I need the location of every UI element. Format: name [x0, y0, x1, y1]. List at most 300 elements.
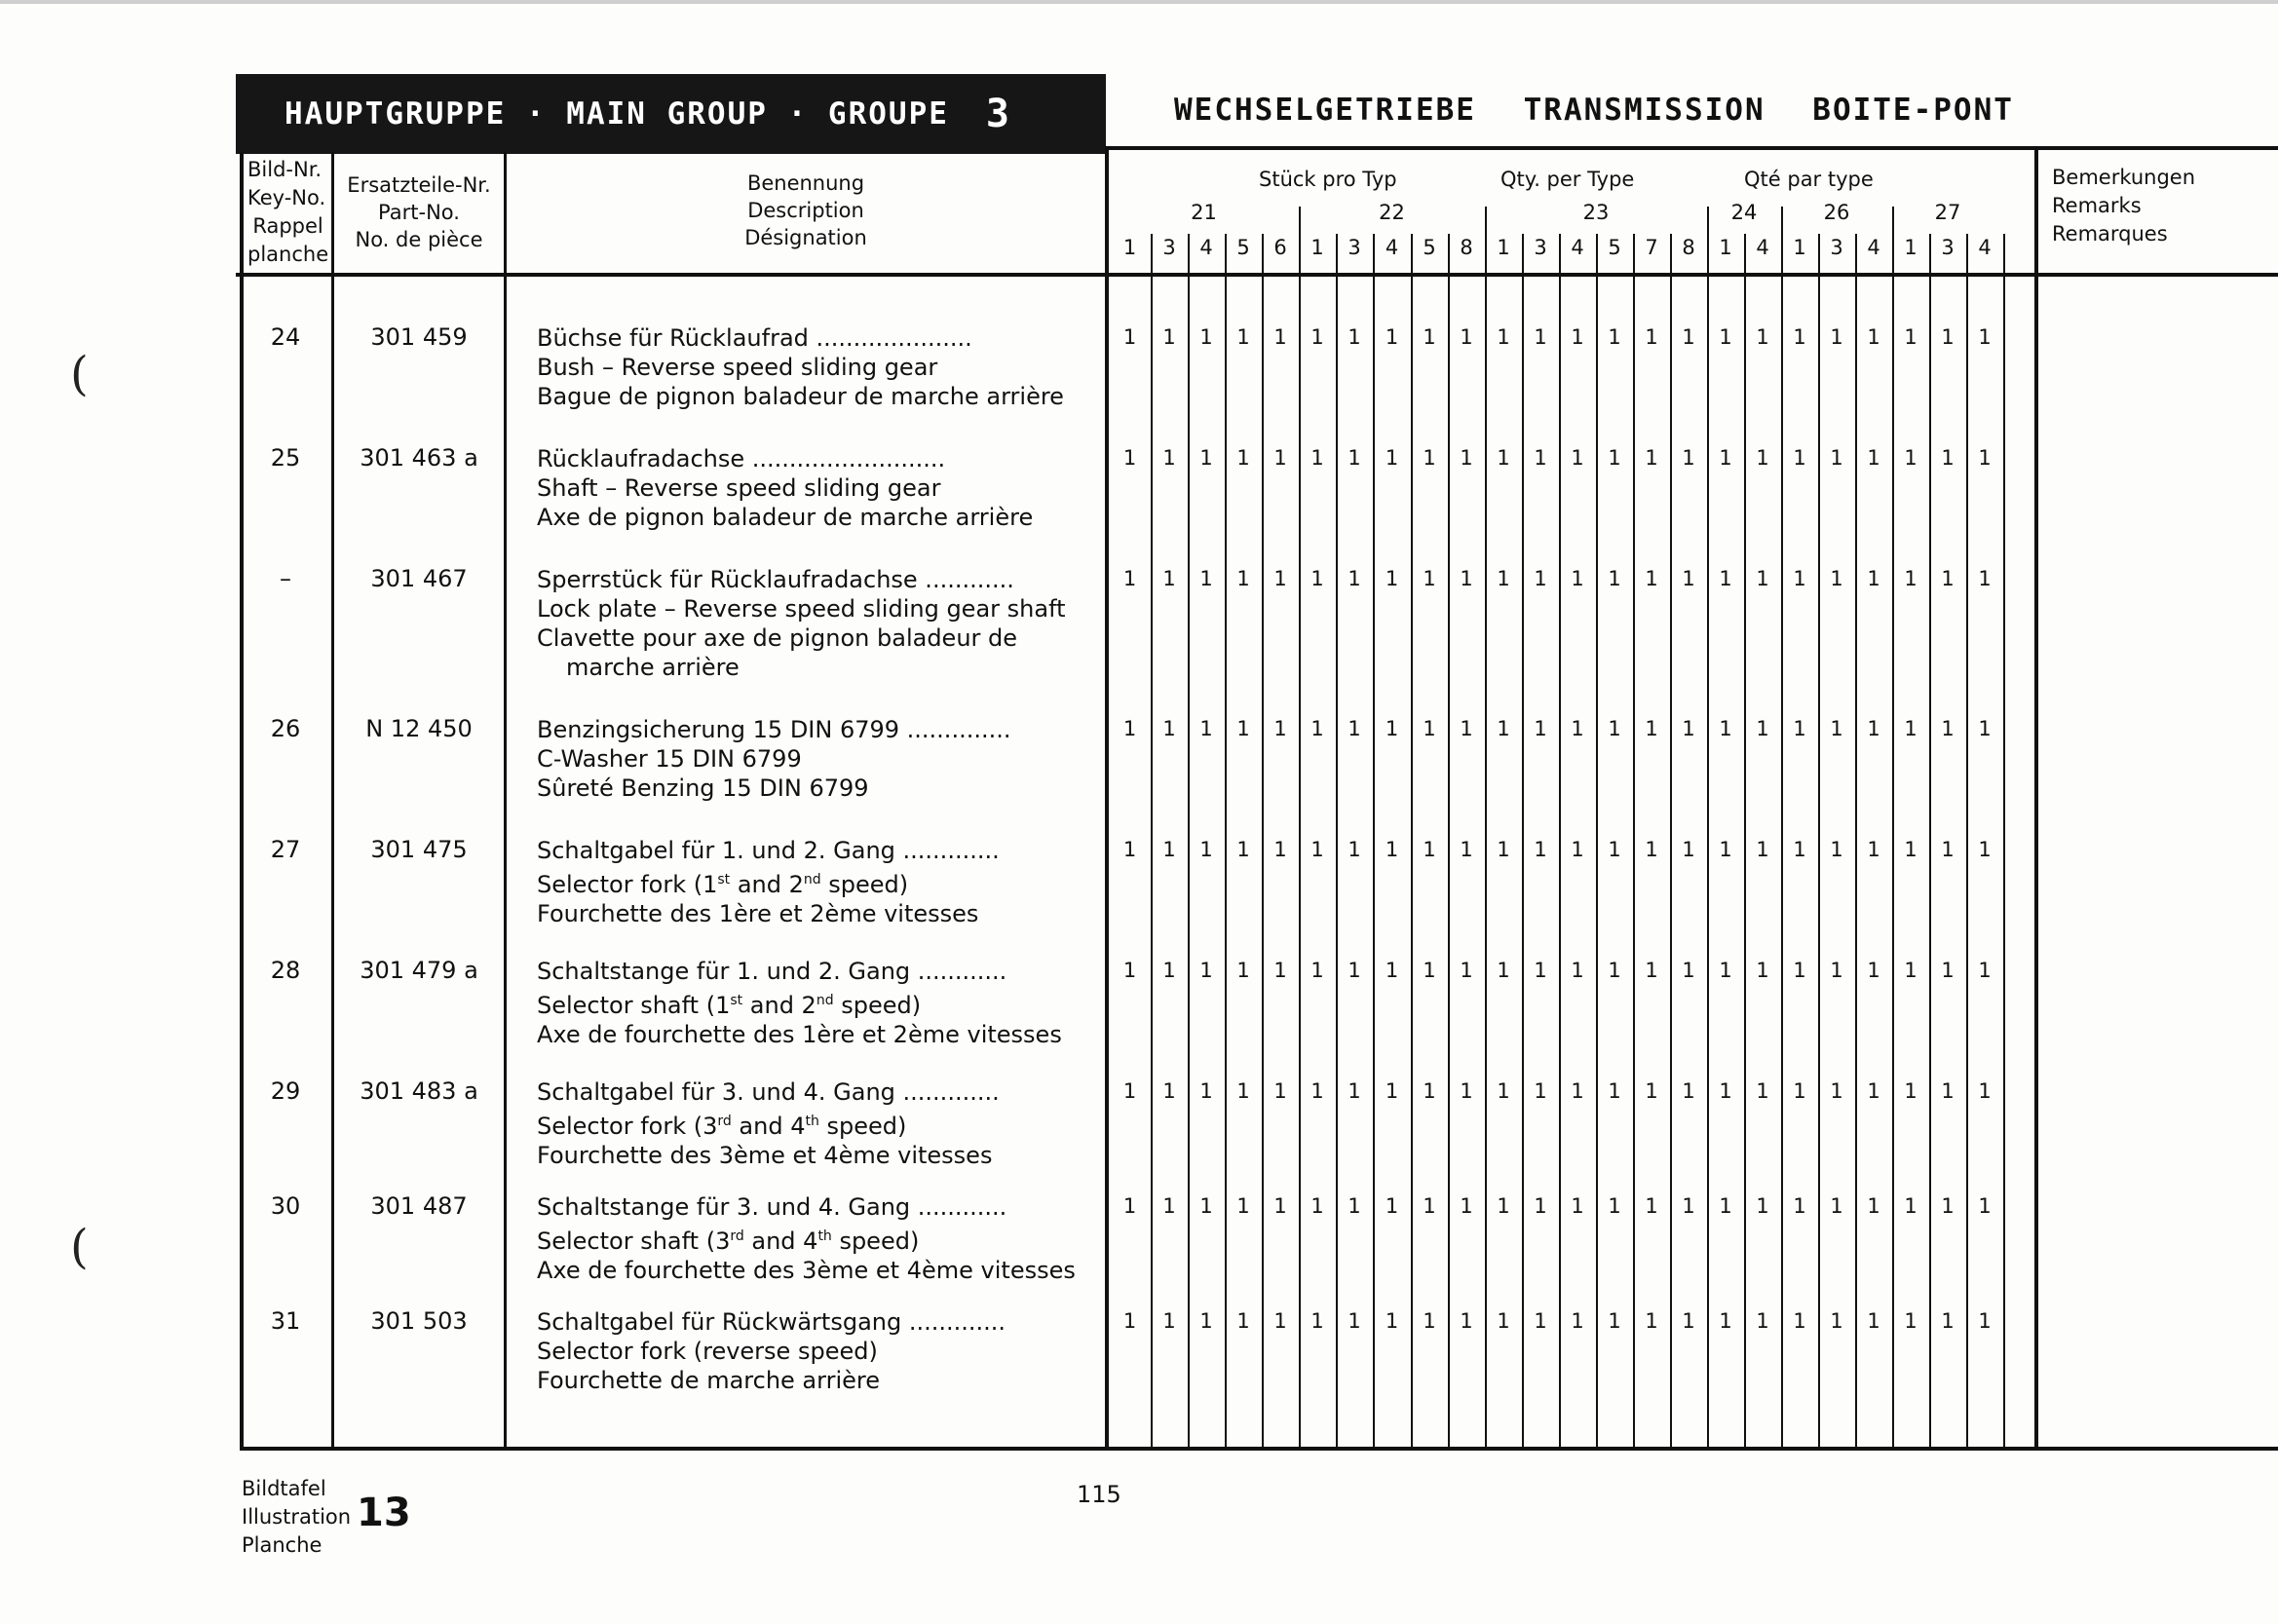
row-qty-cell: 1	[1756, 325, 1769, 349]
row-qty-cell: 1	[1571, 838, 1584, 861]
header-bottom-rule	[236, 273, 2278, 277]
row-description-line: Fourchette des 3ème et 4ème vitesses	[537, 1142, 993, 1169]
type-group-divider	[1299, 207, 1301, 236]
type-group-divider	[1892, 207, 1894, 236]
row-qty-cell: 1	[1793, 959, 1806, 982]
row-qty-cell: 1	[1867, 325, 1880, 349]
qty-col-line	[1855, 234, 1857, 1447]
row-qty-cell: 1	[1793, 567, 1806, 590]
qty-col-line	[1522, 234, 1524, 1447]
qty-col-line	[2003, 234, 2005, 1447]
qty-title-fr: Qté par type	[1744, 168, 1874, 191]
row-qty-cell: 1	[1830, 567, 1843, 590]
row-description	[537, 1077, 1000, 1170]
row-part-no: 301 503	[370, 1307, 468, 1335]
row-qty-cell: 1	[1682, 717, 1695, 740]
row-qty-cell: 1	[1122, 325, 1137, 349]
row-qty-cell: 1	[1793, 838, 1806, 861]
row-qty-cell: 1	[1978, 1309, 1992, 1333]
row-qty-cell: 1	[1310, 959, 1324, 982]
row-qty-cell: 1	[1162, 446, 1176, 470]
row-qty-cell: 1	[1423, 838, 1436, 861]
type-group-label: 27	[1934, 201, 1961, 224]
row-qty-cell: 1	[1534, 1194, 1547, 1218]
row-qty-cell: 1	[1199, 1309, 1213, 1333]
row-qty-cell: 1	[1348, 325, 1361, 349]
row-qty-cell: 1	[1162, 1194, 1176, 1218]
row-qty-cell: 1	[1645, 959, 1658, 982]
row-key-no: 28	[270, 957, 301, 984]
row-qty-cell: 1	[1310, 325, 1324, 349]
row-key-no: 24	[270, 323, 301, 351]
row-qty-cell: 1	[1867, 838, 1880, 861]
row-description-line: Büchse für Rücklaufrad .....................	[537, 324, 972, 352]
row-qty-cell: 1	[1385, 325, 1399, 349]
row-qty-cell: 1	[1941, 717, 1955, 740]
type-group-label: 22	[1379, 201, 1405, 224]
qty-col-line	[1707, 234, 1709, 1447]
row-qty-cell: 1	[1460, 325, 1473, 349]
row-qty-cell: 1	[1867, 1194, 1880, 1218]
row-qty-cell: 1	[1348, 1194, 1361, 1218]
row-qty-cell: 1	[1719, 838, 1732, 861]
row-qty-cell: 1	[1162, 838, 1176, 861]
row-qty-cell: 1	[1273, 959, 1287, 982]
row-qty-cell: 1	[1122, 446, 1137, 470]
qty-title-de: Stück pro Typ	[1259, 168, 1397, 191]
row-qty-cell: 1	[1199, 1194, 1213, 1218]
row-qty-cell: 1	[1423, 325, 1436, 349]
row-qty-cell: 1	[1310, 446, 1324, 470]
row-qty-cell: 1	[1199, 838, 1213, 861]
row-qty-cell: 1	[1904, 1194, 1917, 1218]
qty-title-en: Qty. per Type	[1500, 168, 1635, 191]
row-qty-cell: 1	[1793, 446, 1806, 470]
key-no-header: Bild-Nr. Key-No. Rappel planche	[247, 158, 329, 266]
row-qty-cell: 1	[1460, 959, 1473, 982]
row-qty-cell: 1	[1423, 1194, 1436, 1218]
row-qty-cell: 1	[1423, 959, 1436, 982]
row-qty-cell: 1	[1348, 567, 1361, 590]
row-qty-cell: 1	[1310, 838, 1324, 861]
row-qty-cell: 1	[1682, 1194, 1695, 1218]
row-qty-cell: 1	[1236, 1309, 1250, 1333]
page-number: 115	[1077, 1481, 1121, 1508]
row-qty-cell: 1	[1645, 325, 1658, 349]
row-part-no: 301 467	[370, 565, 468, 592]
row-qty-cell: 1	[1534, 838, 1547, 861]
row-qty-cell: 1	[1273, 567, 1287, 590]
row-qty-cell: 1	[1904, 446, 1917, 470]
row-qty-cell: 1	[1348, 1079, 1361, 1103]
row-qty-cell: 1	[1310, 1309, 1324, 1333]
row-qty-cell: 1	[1460, 1194, 1473, 1218]
table-bottom-rule	[240, 1447, 2278, 1451]
row-qty-cell: 1	[1978, 567, 1992, 590]
row-description-line: marche arrière	[566, 654, 740, 681]
sub-type-label: 3	[1534, 236, 1547, 259]
row-qty-cell: 1	[1978, 717, 1992, 740]
row-qty-cell: 1	[1423, 446, 1436, 470]
section-title-en: TRANSMISSION	[1523, 93, 1765, 128]
row-qty-cell: 1	[1310, 1079, 1324, 1103]
qty-col-line	[1744, 234, 1746, 1447]
sub-type-label: 4	[1385, 236, 1399, 259]
row-qty-cell: 1	[1719, 1079, 1732, 1103]
row-qty-cell: 1	[1122, 1194, 1137, 1218]
row-description-line: Benzingsicherung 15 DIN 6799 ..............	[537, 716, 1011, 743]
qty-col-line	[1188, 234, 1190, 1447]
row-qty-cell: 1	[1793, 1079, 1806, 1103]
row-qty-cell: 1	[1122, 717, 1137, 740]
row-qty-cell: 1	[1497, 567, 1510, 590]
row-qty-cell: 1	[1273, 1079, 1287, 1103]
row-qty-cell: 1	[1534, 567, 1547, 590]
row-description-line: Schaltstange für 3. und 4. Gang ............	[537, 1193, 1007, 1221]
row-qty-cell: 1	[1423, 567, 1436, 590]
row-qty-cell: 1	[1904, 325, 1917, 349]
sub-type-label: 4	[1978, 236, 1992, 259]
row-description-line: Selector fork (3rd and 4th speed)	[537, 1113, 907, 1140]
sub-type-label: 5	[1608, 236, 1621, 259]
row-part-no: 301 483 a	[360, 1077, 478, 1105]
row-qty-cell: 1	[1199, 325, 1213, 349]
row-qty-cell: 1	[1756, 717, 1769, 740]
qty-col-line	[1299, 234, 1301, 1447]
row-qty-cell: 1	[1497, 1309, 1510, 1333]
row-qty-cell: 1	[1867, 567, 1880, 590]
section-title-de: WECHSELGETRIEBE	[1174, 93, 1476, 128]
row-qty-cell: 1	[1273, 838, 1287, 861]
row-description-line: Selector shaft (1st and 2nd speed)	[537, 992, 922, 1019]
type-group-label: 24	[1730, 201, 1758, 224]
qty-col-line	[1818, 234, 1820, 1447]
row-description-line: Selector fork (reverse speed)	[537, 1338, 878, 1365]
row-qty-cell: 1	[1719, 717, 1732, 740]
qty-col-line	[1448, 234, 1450, 1447]
row-qty-cell: 1	[1867, 446, 1880, 470]
row-qty-cell: 1	[1904, 717, 1917, 740]
sub-type-label: 3	[1941, 236, 1955, 259]
row-qty-cell: 1	[1608, 446, 1621, 470]
row-qty-cell: 1	[1645, 446, 1658, 470]
row-qty-cell: 1	[1236, 838, 1250, 861]
row-qty-cell: 1	[1645, 567, 1658, 590]
row-qty-cell: 1	[1830, 717, 1843, 740]
qty-col-line	[1670, 234, 1672, 1447]
row-qty-cell: 1	[1236, 567, 1250, 590]
qty-col-line	[1225, 234, 1227, 1447]
row-qty-cell: 1	[1719, 325, 1732, 349]
row-qty-cell: 1	[1941, 567, 1955, 590]
row-qty-cell: 1	[1941, 959, 1955, 982]
row-qty-cell: 1	[1756, 1309, 1769, 1333]
sub-type-label: 5	[1236, 236, 1250, 259]
row-qty-cell: 1	[1645, 1079, 1658, 1103]
row-qty-cell: 1	[1122, 1079, 1137, 1103]
row-description	[537, 957, 1062, 1049]
sub-type-label: 3	[1162, 236, 1176, 259]
row-qty-cell: 1	[1385, 1309, 1399, 1333]
row-key-no: –	[280, 565, 291, 592]
row-qty-cell: 1	[1460, 838, 1473, 861]
sub-type-label: 4	[1571, 236, 1584, 259]
type-group-label: 26	[1823, 201, 1850, 224]
row-qty-cell: 1	[1756, 446, 1769, 470]
row-qty-cell: 1	[1793, 717, 1806, 740]
sub-type-label: 1	[1497, 236, 1510, 259]
type-group-label: 21	[1191, 201, 1217, 224]
row-qty-cell: 1	[1310, 717, 1324, 740]
description-header: Benennung Description Désignation	[744, 171, 867, 249]
row-key-no: 29	[270, 1077, 301, 1105]
row-qty-cell: 1	[1830, 1309, 1843, 1333]
row-qty-cell: 1	[1904, 959, 1917, 982]
type-group-label: 23	[1582, 201, 1610, 224]
row-qty-cell: 1	[1978, 1194, 1992, 1218]
row-description	[537, 323, 1064, 411]
row-qty-cell: 1	[1199, 567, 1213, 590]
row-qty-cell: 1	[1682, 567, 1695, 590]
row-qty-cell: 1	[1941, 838, 1955, 861]
row-description-line: Sperrstück für Rücklaufradachse ............	[537, 566, 1014, 593]
row-key-no: 31	[270, 1307, 301, 1335]
col-divider-qty	[2034, 146, 2038, 1451]
row-qty-cell: 1	[1273, 325, 1287, 349]
row-description-line: Axe de fourchette des 1ère et 2ème vitesses	[537, 1021, 1062, 1048]
sub-type-label: 7	[1645, 236, 1658, 259]
row-qty-cell: 1	[1571, 1309, 1584, 1333]
row-qty-cell: 1	[1904, 1309, 1917, 1333]
binding-mark: (	[70, 1220, 89, 1274]
row-qty-cell: 1	[1571, 959, 1584, 982]
binding-mark: (	[70, 347, 89, 401]
row-qty-cell: 1	[1385, 1079, 1399, 1103]
row-part-no: 301 459	[370, 323, 468, 351]
row-qty-cell: 1	[1793, 1194, 1806, 1218]
row-qty-cell: 1	[1236, 325, 1250, 349]
row-qty-cell: 1	[1978, 446, 1992, 470]
row-qty-cell: 1	[1867, 1309, 1880, 1333]
qty-col-line	[1633, 234, 1635, 1447]
row-qty-cell: 1	[1867, 959, 1880, 982]
row-qty-cell: 1	[1608, 959, 1621, 982]
row-qty-cell: 1	[1348, 446, 1361, 470]
row-description	[537, 565, 1066, 682]
row-qty-cell: 1	[1830, 446, 1843, 470]
sub-type-label: 1	[1122, 236, 1137, 259]
row-qty-cell: 1	[1236, 1079, 1250, 1103]
row-description-line: C-Washer 15 DIN 6799	[537, 745, 802, 773]
sub-type-label: 1	[1719, 236, 1732, 259]
row-qty-cell: 1	[1867, 1079, 1880, 1103]
sub-type-label: 4	[1756, 236, 1769, 259]
row-qty-cell: 1	[1830, 838, 1843, 861]
row-qty-cell: 1	[1793, 325, 1806, 349]
row-qty-cell: 1	[1497, 325, 1510, 349]
row-qty-cell: 1	[1348, 959, 1361, 982]
row-qty-cell: 1	[1571, 325, 1584, 349]
row-qty-cell: 1	[1719, 1309, 1732, 1333]
row-qty-cell: 1	[1162, 1309, 1176, 1333]
sub-type-label: 8	[1682, 236, 1695, 259]
row-qty-cell: 1	[1719, 1194, 1732, 1218]
sub-type-label: 4	[1867, 236, 1880, 259]
row-qty-cell: 1	[1867, 717, 1880, 740]
sub-type-label: 5	[1423, 236, 1436, 259]
row-qty-cell: 1	[1756, 959, 1769, 982]
sub-type-label: 3	[1830, 236, 1843, 259]
qty-col-line	[1151, 234, 1153, 1447]
row-qty-cell: 1	[1385, 717, 1399, 740]
part-no-header: Ersatzteile-Nr. Part-No. No. de pièce	[347, 173, 491, 251]
row-description-line: Schaltstange für 1. und 2. Gang ............	[537, 958, 1007, 985]
main-group-title: HAUPTGRUPPE · MAIN GROUP · GROUPE	[285, 96, 949, 132]
remarks-header: Bemerkungen Remarks Remarques	[2052, 166, 2196, 245]
row-qty-cell: 1	[1608, 1079, 1621, 1103]
row-qty-cell: 1	[1719, 567, 1732, 590]
row-qty-cell: 1	[1348, 1309, 1361, 1333]
section-title	[1174, 93, 2041, 128]
row-key-no: 26	[270, 715, 301, 742]
row-qty-cell: 1	[1497, 959, 1510, 982]
row-qty-cell: 1	[1978, 1079, 1992, 1103]
main-group-number: 3	[985, 92, 1009, 136]
row-description	[537, 836, 1000, 928]
row-qty-cell: 1	[1793, 1309, 1806, 1333]
row-qty-cell: 1	[1236, 717, 1250, 740]
row-qty-cell: 1	[1423, 1079, 1436, 1103]
row-qty-cell: 1	[1608, 1194, 1621, 1218]
row-qty-cell: 1	[1608, 838, 1621, 861]
row-qty-cell: 1	[1236, 446, 1250, 470]
row-qty-cell: 1	[1122, 567, 1137, 590]
row-qty-cell: 1	[1682, 446, 1695, 470]
sub-type-label: 4	[1199, 236, 1213, 259]
row-description-line: Selector fork (1st and 2nd speed)	[537, 871, 909, 898]
row-description-line: Schaltgabel für Rückwärtsgang .............	[537, 1308, 1006, 1336]
row-qty-cell: 1	[1497, 1194, 1510, 1218]
sub-type-label: 3	[1348, 236, 1361, 259]
row-qty-cell: 1	[1534, 717, 1547, 740]
qty-col-line	[1892, 234, 1894, 1447]
row-qty-cell: 1	[1719, 446, 1732, 470]
row-qty-cell: 1	[1460, 1309, 1473, 1333]
row-qty-cell: 1	[1423, 717, 1436, 740]
row-description	[537, 1307, 1006, 1395]
row-part-no: 301 463 a	[360, 444, 478, 472]
qty-col-line	[1966, 234, 1968, 1447]
row-qty-cell: 1	[1941, 1194, 1955, 1218]
plate-label: Bildtafel Illustration Planche	[242, 1477, 352, 1557]
row-description-line: Shaft – Reverse speed sliding gear	[537, 474, 941, 502]
row-description-line: Bague de pignon baladeur de marche arrière	[537, 383, 1064, 410]
row-qty-cell: 1	[1460, 567, 1473, 590]
row-qty-cell: 1	[1756, 1079, 1769, 1103]
row-description-line: Fourchette de marche arrière	[537, 1367, 880, 1394]
row-qty-cell: 1	[1460, 446, 1473, 470]
row-qty-cell: 1	[1273, 1194, 1287, 1218]
row-qty-cell: 1	[1273, 717, 1287, 740]
row-qty-cell: 1	[1608, 1309, 1621, 1333]
row-qty-cell: 1	[1941, 446, 1955, 470]
row-qty-cell: 1	[1385, 446, 1399, 470]
row-qty-cell: 1	[1978, 325, 1992, 349]
row-qty-cell: 1	[1682, 1079, 1695, 1103]
row-qty-cell: 1	[1608, 567, 1621, 590]
row-qty-cell: 1	[1571, 1079, 1584, 1103]
row-description-line: Sûreté Benzing 15 DIN 6799	[537, 774, 869, 802]
row-part-no: N 12 450	[365, 715, 473, 742]
row-qty-cell: 1	[1348, 717, 1361, 740]
row-qty-cell: 1	[1830, 325, 1843, 349]
row-description-line: Axe de fourchette des 3ème et 4ème vitesses	[537, 1257, 1076, 1284]
row-qty-cell: 1	[1162, 959, 1176, 982]
row-qty-cell: 1	[1571, 446, 1584, 470]
row-qty-cell: 1	[1534, 1309, 1547, 1333]
row-qty-cell: 1	[1199, 717, 1213, 740]
row-qty-cell: 1	[1682, 1309, 1695, 1333]
row-qty-cell: 1	[1756, 1194, 1769, 1218]
row-qty-cell: 1	[1571, 567, 1584, 590]
row-qty-cell: 1	[1199, 959, 1213, 982]
row-part-no: 301 487	[370, 1192, 468, 1220]
row-qty-cell: 1	[1310, 567, 1324, 590]
row-description	[537, 715, 1010, 803]
main-group-bar	[236, 74, 1106, 154]
header-top-rule	[1106, 146, 2278, 150]
type-group-divider	[1781, 207, 1783, 236]
row-qty-cell: 1	[1571, 717, 1584, 740]
row-qty-cell: 1	[1162, 1079, 1176, 1103]
row-qty-cell: 1	[1497, 1079, 1510, 1103]
row-qty-cell: 1	[1534, 1079, 1547, 1103]
row-qty-cell: 1	[1608, 325, 1621, 349]
type-group-divider	[1707, 207, 1709, 236]
row-qty-cell: 1	[1348, 838, 1361, 861]
row-qty-cell: 1	[1162, 567, 1176, 590]
sub-type-label: 6	[1273, 236, 1287, 259]
row-qty-cell: 1	[1385, 1194, 1399, 1218]
qty-col-line	[1262, 234, 1264, 1447]
row-qty-cell: 1	[1756, 567, 1769, 590]
row-part-no: 301 479 a	[360, 957, 478, 984]
row-qty-cell: 1	[1273, 1309, 1287, 1333]
row-qty-cell: 1	[1571, 1194, 1584, 1218]
row-qty-cell: 1	[1645, 1309, 1658, 1333]
row-description-line: Schaltgabel für 1. und 2. Gang .............	[537, 837, 1000, 864]
row-qty-cell: 1	[1978, 959, 1992, 982]
row-qty-cell: 1	[1830, 959, 1843, 982]
row-qty-cell: 1	[1608, 717, 1621, 740]
row-key-no: 30	[270, 1192, 301, 1220]
row-key-no: 25	[270, 444, 301, 472]
row-qty-cell: 1	[1941, 1079, 1955, 1103]
row-qty-cell: 1	[1385, 567, 1399, 590]
row-key-no: 27	[270, 836, 301, 863]
row-description-line: Axe de pignon baladeur de marche arrière	[537, 504, 1034, 531]
row-qty-cell: 1	[1497, 717, 1510, 740]
row-qty-cell: 1	[1460, 1079, 1473, 1103]
sub-type-label: 8	[1460, 236, 1473, 259]
qty-col-line	[1373, 234, 1375, 1447]
qty-col-line	[1596, 234, 1598, 1447]
col-divider-desc	[1105, 146, 1109, 1451]
page-top-edge	[0, 0, 2278, 4]
row-description-line: Fourchette des 1ère et 2ème vitesses	[537, 900, 979, 927]
qty-col-line	[1559, 234, 1561, 1447]
row-qty-cell: 1	[1497, 446, 1510, 470]
